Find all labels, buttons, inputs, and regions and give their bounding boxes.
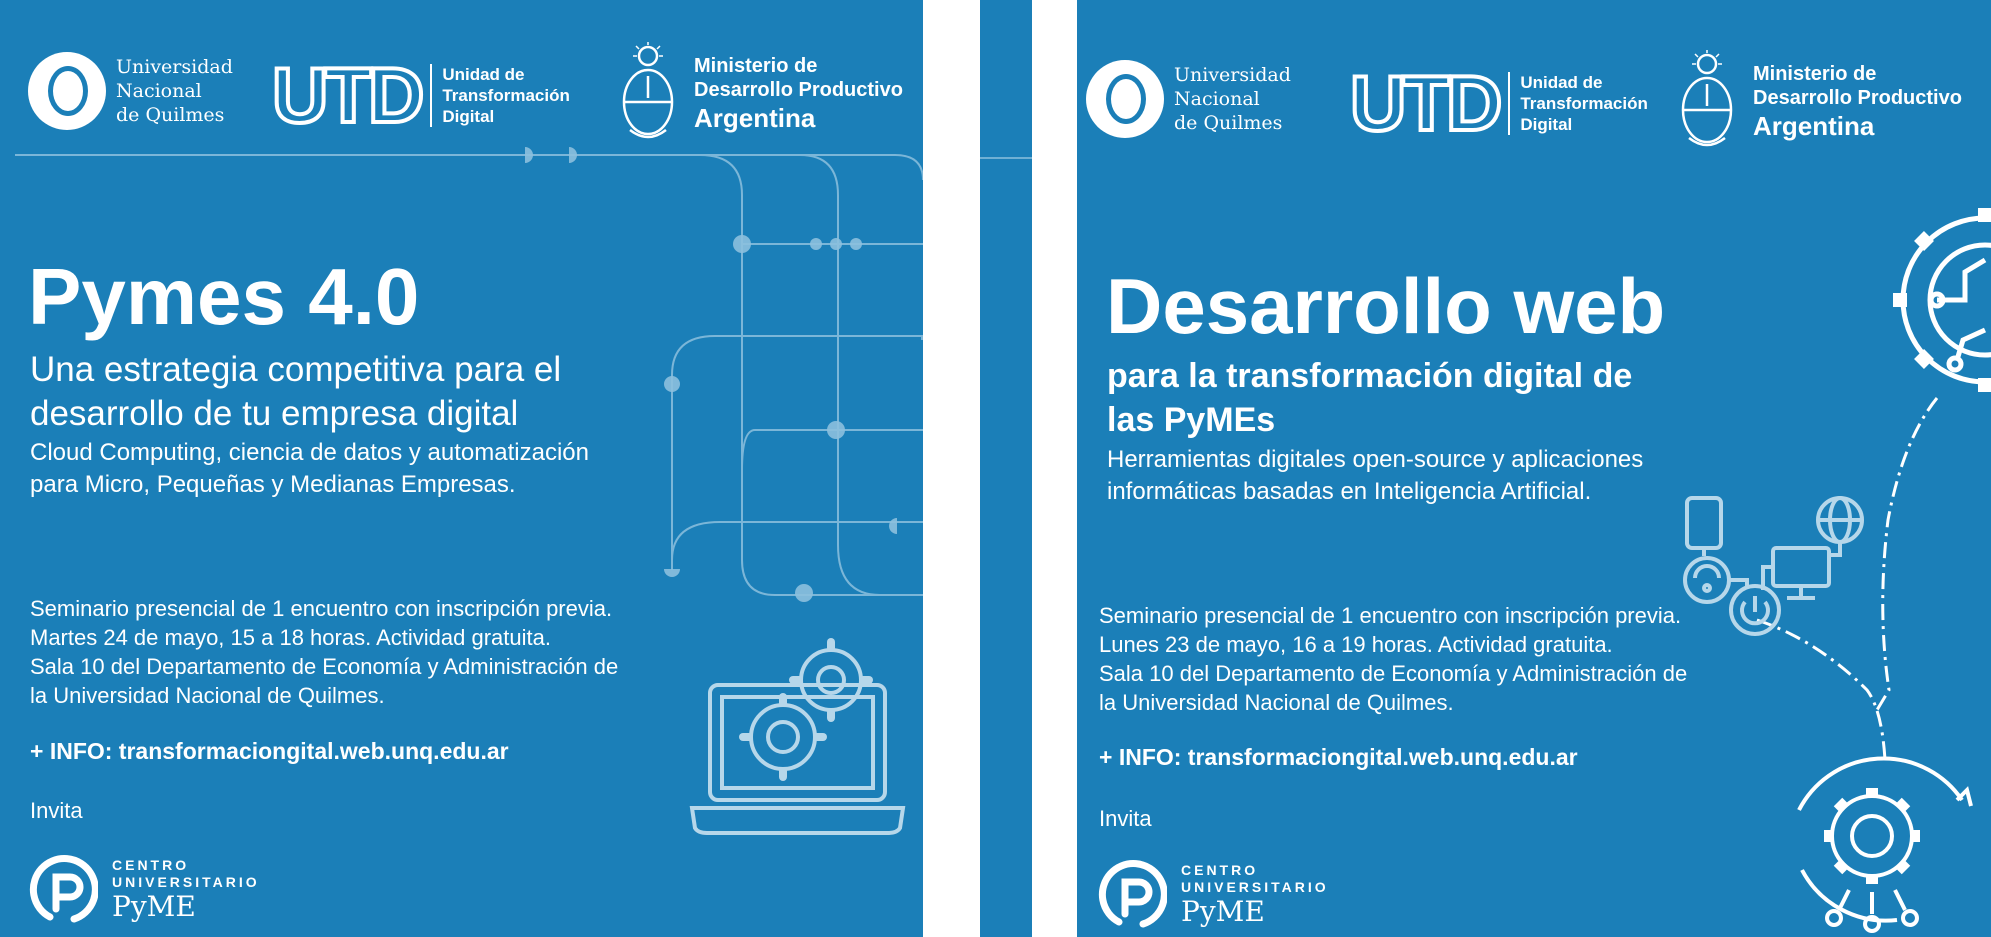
unq-line3: de Quilmes (1174, 112, 1283, 134)
utd-line1: Unidad de (1520, 72, 1603, 92)
more-info-link[interactable]: + INFO: transformaciongital.web.unq.edu.ar (1099, 744, 1578, 770)
utd-logo (1350, 59, 1648, 147)
description-line1: Herramientas digitales open-source y aplicaciones (1107, 446, 1644, 473)
unq-line1: Universidad (1174, 64, 1291, 86)
cup-line1: CENTRO (112, 857, 190, 873)
ministerio-line1: Ministerio de (694, 55, 818, 77)
escudo-icon (1675, 50, 1739, 154)
strip-divider-line (980, 157, 1032, 159)
poster-subtitle (30, 348, 561, 436)
info-line2: Lunes 23 de mayo, 16 a 19 horas. Actividad gratuita. (1099, 632, 1613, 657)
invita-label: Invita (30, 798, 83, 823)
info-line3: Sala 10 del Departamento de Economía y Administración de (30, 654, 619, 679)
logos-header (0, 38, 923, 148)
more-info-link[interactable]: + INFO: transformaciongital.web.unq.edu.ar (30, 738, 509, 764)
utd-line3: Digital (442, 106, 495, 126)
unq-line3: de Quilmes (116, 104, 225, 126)
utd-wordmark: UTD (272, 51, 421, 139)
cup-line2: UNIVERSITARIO (112, 874, 260, 890)
unq-line2: Nacional (1174, 88, 1260, 110)
subtitle-line2: las PyMEs (1107, 401, 1276, 439)
info-line3: Sala 10 del Departamento de Economía y Administración de (1099, 661, 1688, 686)
ministerio-line2: Desarrollo Productivo (1753, 87, 1962, 109)
poster-description (30, 437, 589, 501)
ministerio-line1: Ministerio de (1753, 63, 1877, 85)
cup-p-icon (1097, 860, 1167, 930)
utd-logo (272, 51, 570, 139)
devices-network-icon (1685, 498, 1862, 634)
cup-line2: UNIVERSITARIO (1181, 879, 1329, 895)
utd-line2: Transformación (442, 85, 570, 105)
utd-wordmark: UTD (1350, 59, 1499, 147)
poster-title: Desarrollo web (1106, 262, 1666, 350)
gear-circuit-icon (1893, 208, 1991, 392)
escudo-icon (616, 42, 680, 146)
invita-label: Invita (1099, 806, 1152, 831)
ministerio-logo (1675, 50, 1962, 154)
unq-emblem-icon (28, 52, 106, 130)
utd-line2: Transformación (1520, 93, 1648, 113)
ministerio-logo (616, 42, 903, 146)
unq-line1: Universidad (116, 56, 233, 78)
poster-title: Pymes 4.0 (28, 252, 420, 341)
unq-emblem-icon (1086, 60, 1164, 138)
seminar-info (1099, 601, 1687, 717)
ministerio-line2: Desarrollo Productivo (694, 79, 903, 101)
info-line4: la Universidad Nacional de Quilmes. (30, 683, 385, 708)
description-line1: Cloud Computing, ciencia de datos y automatización (30, 439, 589, 466)
laptop-gears-icon (692, 642, 903, 833)
logos-header (1077, 46, 1991, 156)
subtitle-line1: Una estrategia competitiva para el (30, 350, 562, 389)
cup-line3: PyME (112, 890, 196, 923)
ministerio-country: Argentina (694, 103, 816, 133)
cup-logo (28, 855, 260, 925)
subtitle-line2: desarrollo de tu empresa digital (30, 394, 519, 433)
info-line2: Martes 24 de mayo, 15 a 18 horas. Actividad gratuita. (30, 625, 551, 650)
unq-line2: Nacional (116, 80, 202, 102)
poster-desarrollo-web (1077, 0, 1991, 937)
utd-line1: Unidad de (442, 64, 525, 84)
cup-logo (1097, 860, 1329, 930)
description-line2: para Micro, Pequeñas y Medianas Empresas. (30, 471, 516, 498)
poster-subtitle (1107, 354, 1632, 442)
cup-line3: PyME (1181, 895, 1265, 928)
cup-p-icon (28, 855, 98, 925)
cup-line1: CENTRO (1181, 862, 1259, 878)
poster-description (1107, 444, 1643, 508)
poster-pymes (0, 0, 923, 937)
subtitle-line1: para la transformación digital de (1107, 357, 1633, 395)
ministerio-country: Argentina (1753, 111, 1875, 141)
info-line1: Seminario presencial de 1 encuentro con inscripción previa. (30, 596, 613, 621)
utd-line3: Digital (1520, 114, 1573, 134)
info-line4: la Universidad Nacional de Quilmes. (1099, 690, 1454, 715)
description-line2: informáticas basadas en Inteligencia Artificial. (1107, 478, 1592, 505)
unq-logo (28, 52, 233, 130)
adjacent-poster-strip (980, 0, 1032, 937)
seminar-info (30, 594, 618, 710)
info-line1: Seminario presencial de 1 encuentro con inscripción previa. (1099, 603, 1682, 628)
gear-cycle-icon (1799, 758, 1971, 931)
unq-logo (1086, 60, 1291, 138)
